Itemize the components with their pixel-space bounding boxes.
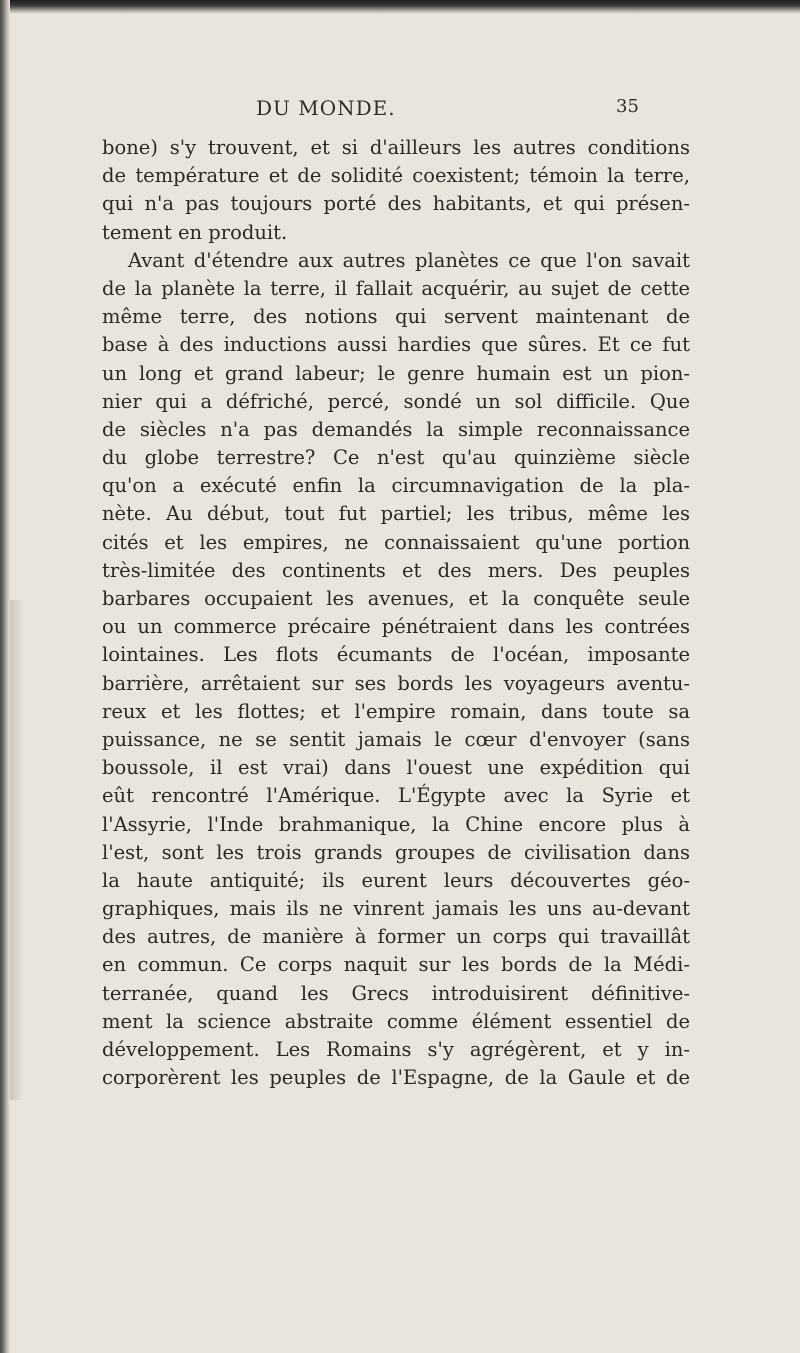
- text-line: de la planète la terre, il fallait acquérir, au sujet de cette: [102, 276, 690, 300]
- body-text: [102, 134, 690, 1092]
- text-line: tement en produit.: [102, 220, 288, 244]
- text-line: Avant d'étendre aux autres planètes ce que l'on savait: [128, 248, 690, 272]
- text-line: du globe terrestre? Ce n'est qu'au quinzième siècle: [102, 446, 690, 470]
- scan-left-edge: [0, 0, 10, 1353]
- text-line: en commun. Ce corps naquit sur les bords de la Médi-: [102, 953, 690, 977]
- scan-left-shadow: [10, 600, 24, 1100]
- text-line: barrière, arrêtaient sur ses bords les voyageurs aventu-: [102, 671, 690, 695]
- text-line: graphiques, mais ils ne vinrent jamais les uns au-devant: [102, 897, 690, 921]
- text-line: un long et grand labeur; le genre humain est un pion-: [102, 361, 690, 385]
- text-line: corporèrent les peuples de l'Espagne, de la Gaule et de: [102, 1066, 690, 1090]
- text-line: la haute antiquité; ils eurent leurs découvertes géo-: [102, 868, 690, 892]
- text-line: boussole, il est vrai) dans l'ouest une expédition qui: [102, 756, 690, 780]
- text-line: l'Assyrie, l'Inde brahmanique, la Chine encore plus à: [102, 812, 690, 836]
- text-line: cités et les empires, ne connaissaient qu'une portion: [102, 530, 690, 554]
- text-line: l'est, sont les trois grands groupes de civilisation dans: [102, 840, 690, 864]
- text-line: qu'on a exécuté enfin la circumnavigation de la pla-: [102, 474, 690, 498]
- text-line: barbares occupaient les avenues, et la conquête seule: [102, 587, 690, 610]
- text-line: développement. Les Romains s'y agrégèrent, et y in-: [102, 1038, 690, 1061]
- text-line: lointaines. Les flots écumants de l'océan, imposante: [102, 643, 690, 667]
- text-line: de température et de solidité coexistent; témoin la terre,: [102, 164, 690, 188]
- text-line: eût rencontré l'Amérique. L'Égypte avec la Syrie et: [102, 784, 690, 808]
- text-line: nier qui a défriché, percé, sondé un sol difficile. Que: [102, 389, 690, 413]
- running-head: [0, 96, 800, 126]
- text-line: nète. Au début, tout fut partiel; les tribus, même les: [102, 502, 690, 526]
- text-line: ou un commerce précaire pénétraient dans les contrées: [102, 615, 690, 639]
- text-line: bone) s'y trouvent, et si d'ailleurs les autres conditions: [102, 136, 690, 159]
- text-line: qui n'a pas toujours porté des habitants, et qui présen-: [102, 192, 690, 216]
- text-line: terranée, quand les Grecs introduisirent définitive-: [102, 981, 690, 1005]
- text-line: ment la science abstraite comme élément essentiel de: [102, 1009, 690, 1033]
- text-line: puissance, ne se sentit jamais le cœur d'envoyer (sans: [102, 727, 690, 751]
- text-line: des autres, de manière à former un corps qui travaillât: [102, 925, 690, 949]
- text-line: de siècles n'a pas demandés la simple reconnaissance: [102, 417, 690, 441]
- text-line: reux et les flottes; et l'empire romain, dans toute sa: [102, 699, 690, 723]
- page-number: 35: [616, 96, 639, 117]
- scan-top-edge: [0, 0, 800, 14]
- running-title: DU MONDE.: [256, 96, 396, 120]
- text-line: même terre, des notions qui servent maintenant de: [102, 305, 690, 329]
- text-line: base à des inductions aussi hardies que sûres. Et ce fut: [102, 333, 690, 357]
- text-line: très-limitée des continents et des mers. Des peuples: [102, 558, 690, 582]
